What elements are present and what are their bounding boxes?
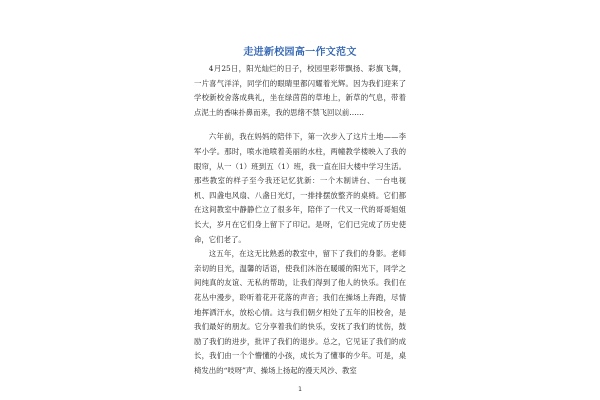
page-number: 1 <box>298 386 302 393</box>
paragraph-1: 4月25日，阳光灿烂的日子，校园里彩带飘扬、彩旗飞舞，一片喜气洋洋，同学们的眼睛里都闪耀着光辉。因为我们迎来了学校新校舍落成典礼，坐在绿茵茵的草地上，新草的气息，带着点泥土的香味扑鼻而来，我的思绪不禁飞回以前…… <box>194 64 406 117</box>
document-title: 走进新校园高一作文范文 <box>243 47 357 58</box>
document-body <box>194 62 406 378</box>
paragraph-3: 这五年，在这无比熟悉的教室中，留下了我们的身影。老师亲切的目光，温馨的话语，使我们沐浴在暖暖的阳光下，同学之间纯真的友谊、无私的帮助，让我们得到了他人的快乐。我们在花丛中漫步，聆听着花开花落的声音；我们在操场上奔跑，尽情地挥洒汗水，放松心情。这与我们朝夕相处了五年的旧校舍，是我们最好的朋友。它分享着我们的快乐，安抚了我们的忧伤，鼓励了我们的进步，批评了我们的退步。总之，它见证了我们的成长，我们由一个个懵懂的小孩，成长为了懂事的少年。可是，桌椅发出的“吱呀”声、操场上扬起的漫天风沙、教室 <box>194 249 406 375</box>
paragraph-2: 六年前，我在妈妈的陪伴下，第一次步入了这片土地——李军小学。那时，喷水池喷着美丽的水柱，两幢教学楼映入了我的眼帘，从一（1）班到五（1）班，我一直在旧大楼中学习生活。那些教室的样子至今我还记忆犹新：一个木制讲台、一台电视机、四盏电风扇、八盏日光灯，一排排摆放整齐的桌椅。它们都在这间教室中静静伫立了很多年，陪伴了一代又一代的哥哥姐姐长大，岁月在它们身上留下了印记。是呀，它们已完成了历史使命，它们老了。 <box>194 132 406 244</box>
